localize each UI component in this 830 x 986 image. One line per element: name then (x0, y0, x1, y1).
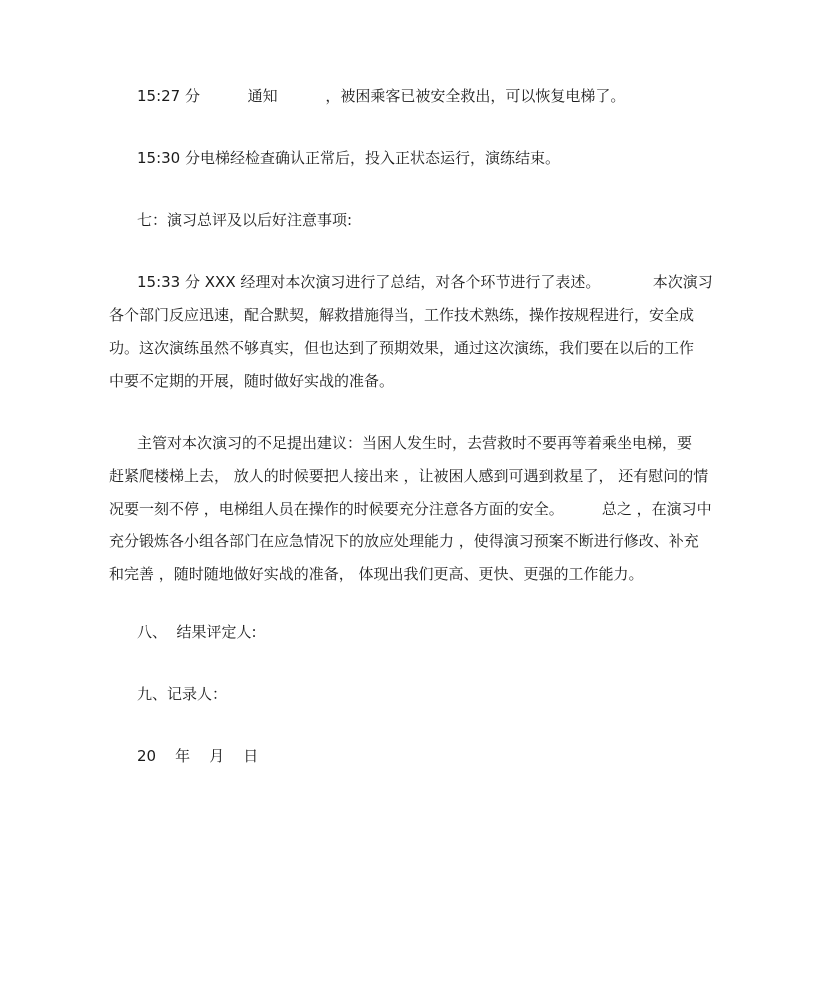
line-1527-notice: 15:27 分 通知 ，被困乘客已被安全救出，可以恢复电梯了。 (137, 87, 626, 105)
section-9-recorder: 九、记录人： (137, 685, 228, 703)
summary-paragraph-line: 功。这次演练虽然不够真实，但也达到了预期效果，通过这次演练，我们要在以后的工作 (109, 339, 695, 357)
suggestion-paragraph-line: 主管对本次演习的不足提出建议：当困人发生时，去营救时不要再等着乘坐电梯，要 (137, 434, 693, 452)
section-7-heading: 七：演习总评及以后好注意事项: (137, 211, 353, 229)
line-1530-end: 15:30 分电梯经检查确认正常后，投入正状态运行，演练结束。 (137, 149, 560, 167)
suggestion-paragraph-line: 况要一刻不停 ，电梯组人员在操作的时候要充分注意各方面的安全。 总之 ，在演习中 (109, 500, 712, 518)
suggestion-paragraph-line: 和完善 ，随时随地做好实战的准备， 体现出我们更高、更快、更强的工作能力。 (109, 565, 644, 583)
date-line: 20 年 月 日 (137, 747, 259, 765)
summary-paragraph-line: 中要不定期的开展，随时做好实战的准备。 (109, 372, 395, 390)
summary-paragraph-line: 15:33 分 XXX 经理对本次演习进行了总结，对各个环节进行了表述。 本次演习 (137, 273, 713, 291)
suggestion-paragraph-line: 充分锻炼各小组各部门在应急情况下的放应处理能力 ，使得演习预案不断进行修改、补充 (109, 532, 699, 550)
section-8-evaluator: 八、 结果评定人: (137, 623, 257, 641)
summary-paragraph-line: 各个部门反应迅速，配合默契，解救措施得当，工作技术熟练，操作按规程进行，安全成 (109, 306, 695, 324)
suggestion-paragraph-line: 赶紧爬楼梯上去， 放人的时候要把人接出来 ，让被困人感到可遇到救星了， 还有慰问的情 (109, 467, 709, 485)
